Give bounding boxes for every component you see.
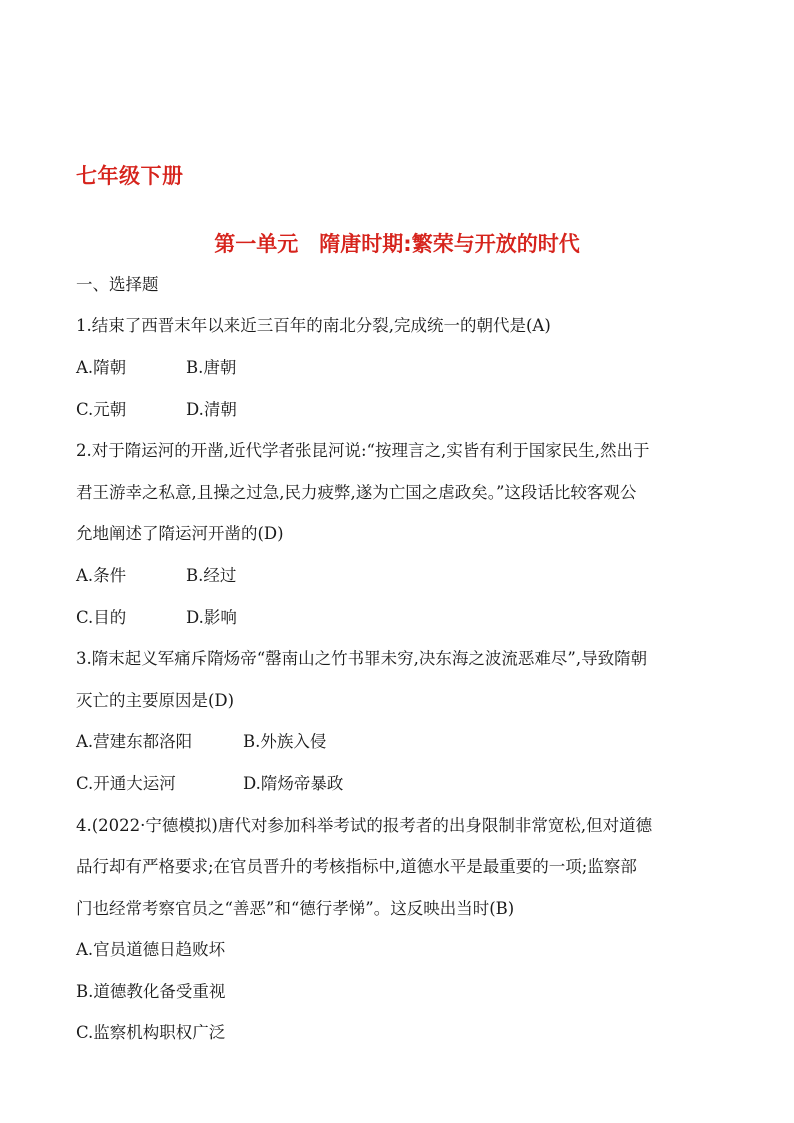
question-2-option-d: D.影响 bbox=[186, 608, 237, 627]
question-4-option-c: C.监察机构职权广泛 bbox=[76, 1023, 226, 1042]
question-3-text-line-2: 灭亡的主要原因是(D) bbox=[76, 691, 235, 710]
question-3-text-line-1: 3.隋末起义军痛斥隋炀帝“罄南山之竹书罪未穷,决东海之波流恶难尽”,导致隋朝 bbox=[76, 649, 648, 668]
question-3-option-b: B.外族入侵 bbox=[243, 732, 327, 751]
question-3-option-c: C.开通大运河 bbox=[76, 774, 176, 793]
question-3-option-d: D.隋炀帝暴政 bbox=[243, 774, 344, 793]
question-2-text-line-1: 2.对于隋运河的开凿,近代学者张昆河说:“按理言之,实皆有利于国家民生,然出于 bbox=[76, 441, 650, 460]
question-2-option-a: A.条件 bbox=[76, 566, 127, 585]
question-4-option-b: B.道德教化备受重视 bbox=[76, 982, 226, 1001]
question-4-text-line-2: 品行却有严格要求;在官员晋升的考核指标中,道德水平是最重要的一项;监察部 bbox=[76, 857, 637, 876]
question-1-option-b: B.唐朝 bbox=[186, 358, 237, 377]
unit-title: 第一单元 隋唐时期:繁荣与开放的时代 bbox=[214, 232, 580, 256]
question-2-text-line-2: 君王游幸之私意,且操之过急,民力疲弊,遂为亡国之虐政矣。”这段话比较客观公 bbox=[76, 483, 637, 502]
question-4-text-line-1: 4.(2022·宁德模拟)唐代对参加科举考试的报考者的出身限制非常宽松,但对道德 bbox=[76, 816, 653, 835]
question-1-text: 1.结束了西晋末年以来近三百年的南北分裂,完成统一的朝代是(A) bbox=[76, 316, 551, 335]
grade-title: 七年级下册 bbox=[76, 164, 184, 188]
question-2-text-line-3: 允地阐述了隋运河开凿的(D) bbox=[76, 524, 284, 543]
question-4-option-a: A.官员道德日趋败坏 bbox=[76, 940, 226, 959]
question-2-option-b: B.经过 bbox=[186, 566, 237, 585]
question-2-option-c: C.目的 bbox=[76, 608, 127, 627]
section-label: 一、选择题 bbox=[76, 275, 159, 294]
question-1-option-d: D.清朝 bbox=[186, 400, 237, 419]
question-1-option-c: C.元朝 bbox=[76, 400, 127, 419]
question-1-option-a: A.隋朝 bbox=[76, 358, 127, 377]
question-3-option-a: A.营建东都洛阳 bbox=[76, 732, 193, 751]
question-4-text-line-3: 门也经常考察官员之“善恶”和“德行孝悌”。这反映出当时(B) bbox=[76, 899, 515, 918]
